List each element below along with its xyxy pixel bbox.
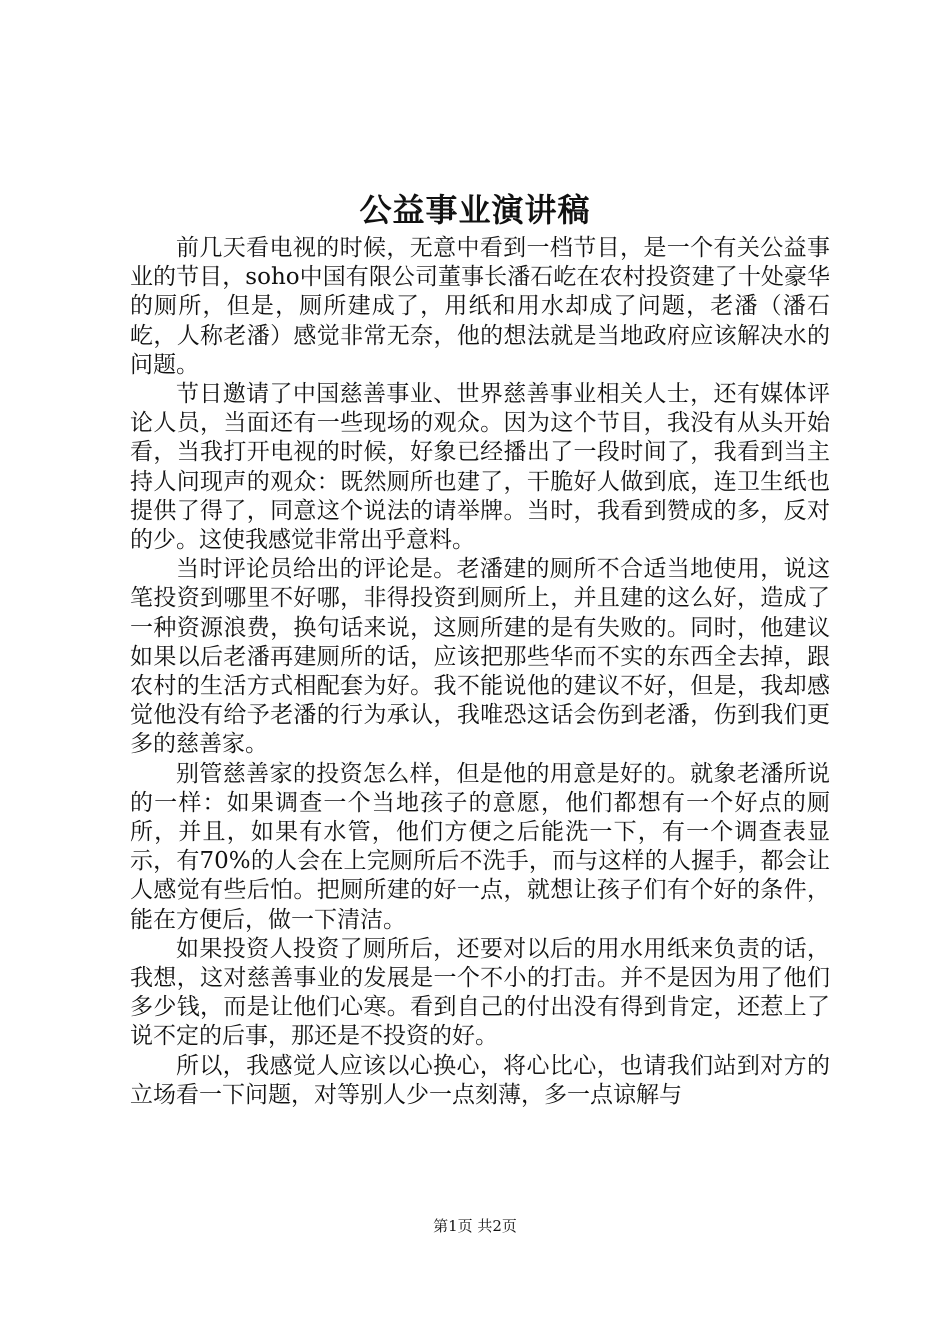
paragraph-5: 如果投资人投资了厕所后，还要对以后的用水用纸来负责的话，我想，这对慈善事业的发展是一个不小的打击。并不是因为用了他们多少钱，而是让他们心寒。看到自己的付出没有得到肯定，还惹上了说不定的后事，那还是不投资的好。 — [130, 935, 830, 1050]
paragraph-6: 所以，我感觉人应该以心换心，将心比心，也请我们站到对方的立场看一下问题，对等别人少一点刻薄，多一点谅解与 — [130, 1052, 830, 1108]
paragraph-1: 前几天看电视的时候，无意中看到一档节目，是一个有关公益事业的节目，soho中国有限公司董事长潘石屹在农村投资建了十处豪华的厕所，但是，厕所建成了，用纸和用水却成了问题，老潘（潘石屹，人称老潘）感觉非常无奈，他的想法就是当地政府应该解决水的问题。 — [130, 235, 830, 378]
paragraph-3: 当时评论员给出的评论是。老潘建的厕所不合适当地使用，说这笔投资到哪里不好哪，非得投资到厕所上，并且建的这么好，造成了一种资源浪费，换句话来说，这厕所建的是有失败的。同时，他建议如果以后老潘再建厕所的话，应该把那些华而不实的东西全去掉，跟农村的生活方式相配套为好。我不能说他的建议不好，但是，我却感觉他没有给予老潘的行为承认，我唯恐这话会伤到老潘，伤到我们更多的慈善家。 — [130, 556, 830, 758]
page-number-footer: 第1页 共2页 — [433, 1217, 517, 1235]
body-text — [130, 234, 830, 1110]
page-title: 公益事业演讲稿 — [359, 191, 591, 229]
paragraph-4: 别管慈善家的投资怎么样，但是他的用意是好的。就象老潘所说的一样：如果调查一个当地孩子的意愿，他们都想有一个好点的厕所，并且，如果有水管，他们方便之后能洗一下，有一个调查表显示，有70%的人会在上完厕所后不洗手，而与这样的人握手，都会让人感觉有些后怕。把厕所建的好一点，就想让孩子们有个好的条件，能在方便后，做一下清洁。 — [130, 760, 830, 933]
paragraph-2: 节日邀请了中国慈善事业、世界慈善事业相关人士，还有媒体评论人员，当面还有一些现场的观众。因为这个节目，我没有从头开始看，当我打开电视的时候，好象已经播出了一段时间了，我看到当主持人问现声的观众：既然厕所也建了，干脆好人做到底，连卫生纸也提供了得了，同意这个说法的请举牌。当时，我看到赞成的多，反对的少。这使我感觉非常出乎意料。 — [130, 381, 830, 554]
